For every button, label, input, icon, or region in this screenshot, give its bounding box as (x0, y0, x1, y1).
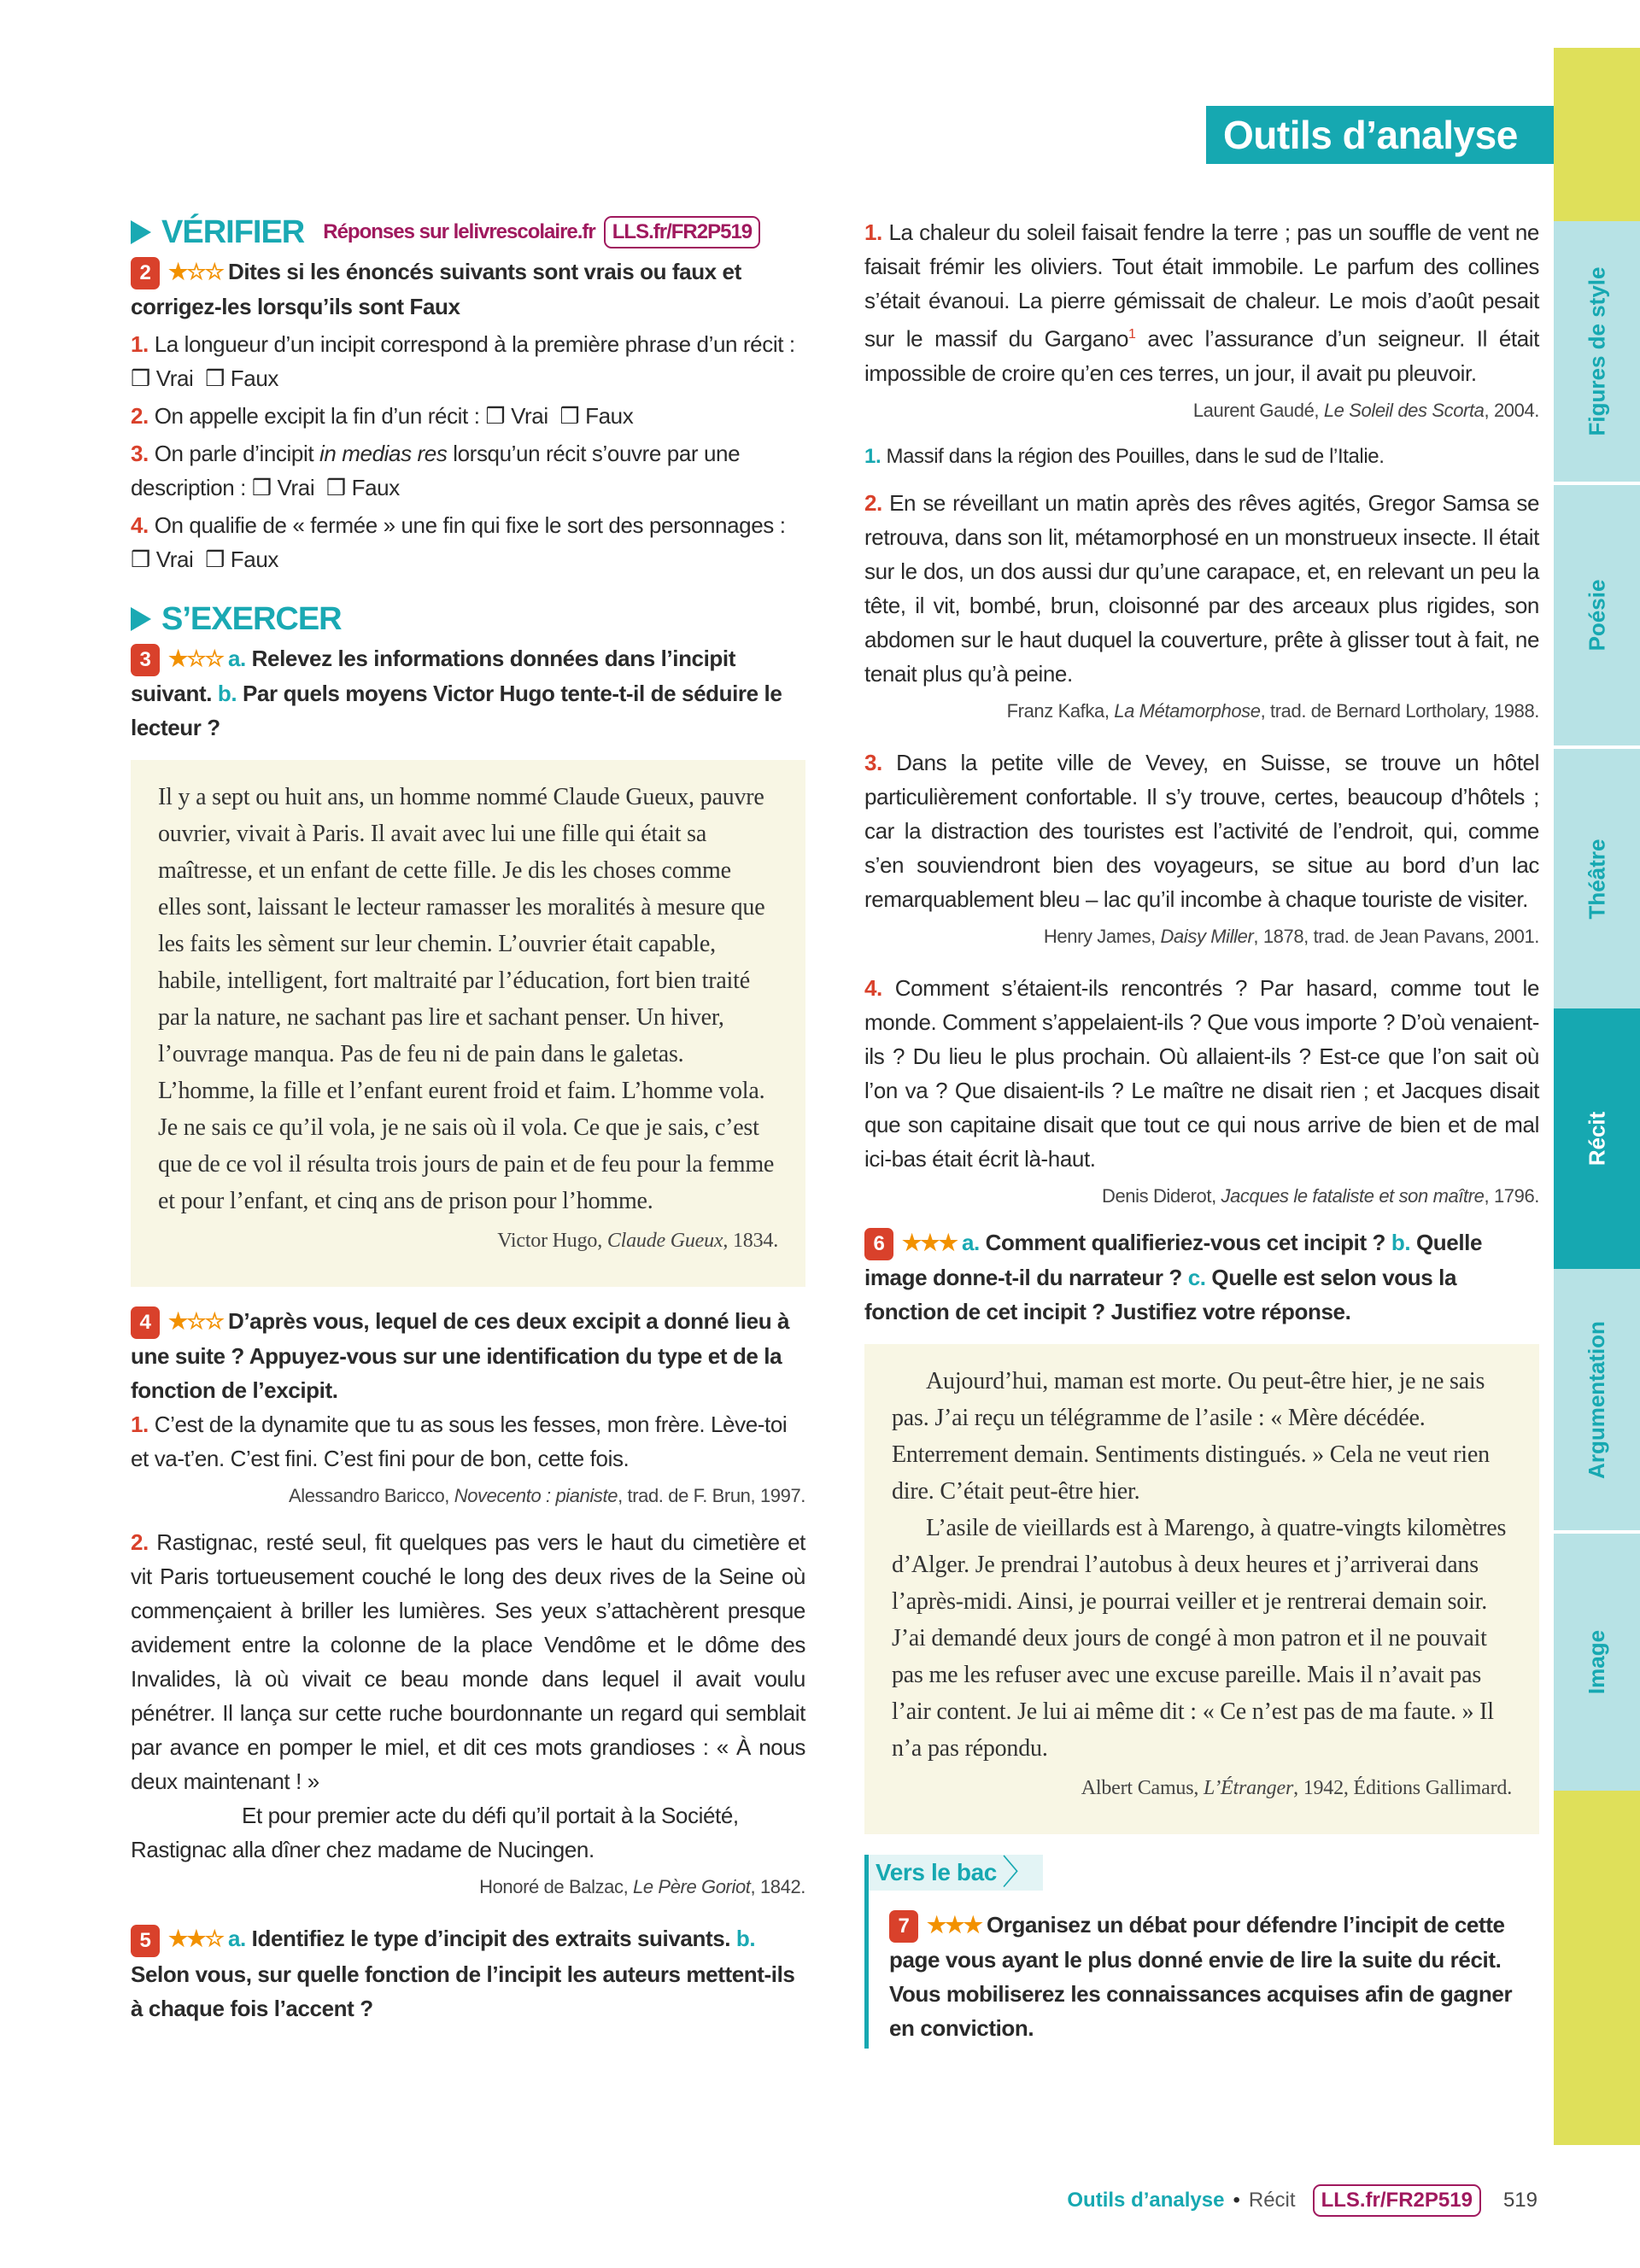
verifier-title: VÉRIFIER (161, 214, 305, 250)
tab-image[interactable] (1554, 1534, 1640, 1791)
excerpt-james: 3. Dans la petite ville de Vevey, en Suisse, se trouve un hôtel particulièrement confortable. Il s’y trouve, certes, beaucoup d’hôtels ; car la distraction des touristes est l’activité de l’endroit, qui, comme s’en souviendront bien des voyageurs, se situe au bord d’un lac remarquablement bleu – lac qu’il incombe à chaque touriste de visiter. (864, 749, 1539, 912)
footer-separator: • (1233, 2189, 1240, 2212)
lls-link[interactable]: LLS.fr/FR2P519 (604, 216, 760, 248)
difficulty-stars-icon: ★☆☆ (168, 646, 223, 672)
statement-text: On parle d’incipit (154, 441, 319, 467)
play-triangle-icon (131, 607, 151, 631)
exercise-badge: 3 (131, 644, 160, 676)
footer-section: Outils d’analyse (1067, 2189, 1225, 2212)
section-header: Outils d’analyse (1206, 106, 1640, 164)
vers-le-bac-block (864, 1855, 1539, 2049)
part-label: b. (217, 681, 237, 707)
item-number: 2. (131, 403, 149, 430)
page-footer (1067, 2184, 1538, 2217)
excerpt-paragraph: L’asile de vieillards est à Marengo, à quatre-vingts kilomètres d’Alger. Je prendrai l’autobus à deux heures et j’arriverai dans l’après-midi. Ainsi, je pourrai veiller et je rentrerai demain soir. J’ai demandé deux jours de congé à mon patron et il ne pouvait pas me les refuser avec une excuse pareille. Mais il n’avait pas l’air content. Je lui ai même dit : « Ce n’est pas de ma faute. » Il n’a pas répondu. (892, 1514, 1507, 1762)
excerpt-diderot: 4. Comment s’étaient-ils rencontrés ? Par hasard, comme tout le monde. Comment s’appelaient-ils ? Que vous importe ? D’où venaient-ils ? Du lieu le plus prochain. Où allaient-ils ? Est-ce que l’on sait où l’on va ? Que disaient-ils ? Le maître ne disait rien ; et Jacques disait que son capitaine disait que tout ce qui nous arrive de bien et de mal ici-bas était écrit là-haut. (864, 974, 1539, 1172)
exercer-heading (131, 602, 805, 636)
citation: Franz Kafka, La Métamorphose, trad. de Bernard Lortholary, 1988. (1006, 699, 1539, 722)
tab-poesie[interactable] (1554, 485, 1640, 745)
verifier-heading (131, 215, 805, 249)
exercise-badge: 5 (131, 1925, 160, 1957)
tab-recit[interactable] (1554, 1008, 1640, 1269)
faux-checkbox[interactable]: ❒ Faux (325, 475, 400, 501)
exercise-5-question: 5 ★★☆ a. Identifiez le type d’incipit des extraits suivants. b. Selon vous, sur quelle fonction de l’incipit les auteurs mettent-ils à chaque fois l’accent ? (131, 1926, 795, 2021)
tab-label: Figures de style (1584, 266, 1609, 436)
vrai-checkbox[interactable]: ❒ Vrai (485, 403, 548, 430)
statement-2 (131, 399, 805, 433)
play-triangle-icon (131, 220, 151, 244)
tab-theatre[interactable] (1554, 749, 1640, 1008)
excerpt-box-hugo (131, 760, 805, 1287)
citation: Laurent Gaudé, Le Soleil des Scorta, 2004. (1192, 399, 1539, 421)
faux-checkbox[interactable]: ❒ Faux (205, 365, 278, 392)
difficulty-stars-icon: ★☆☆ (168, 1308, 223, 1335)
part-label: a. (227, 646, 246, 672)
statement-text: lorsqu’un récit s’ouvre par une description : (131, 441, 741, 501)
item-number: 1. (131, 331, 149, 358)
tab-label: Image (1584, 1629, 1609, 1695)
vrai-checkbox[interactable]: ❒ Vrai (131, 547, 194, 573)
excerpt-gaude: 1. La chaleur du soleil faisait fendre la terre ; pas un souffle de vent ne faisait frémir les oliviers. Tout était immobile. Le parfum des collines s’était évanoui. La pierre gémissait de chaleur. Le mois d’août pesait sur le massif du Gargano$^1$ avec l’assurance d’un seigneur. Il était impossible de croire qu’en ces terres, un jour, il avait pu pleuvoir. (864, 219, 1539, 386)
right-column (864, 215, 1539, 2049)
citation: Albert Camus, L’Étranger, 1942, Éditions Gallimard. (1081, 1776, 1512, 1799)
question-text: D’après vous, lequel de ces deux excipit a donné lieu à une suite ? Appuyez-vous sur une identification du type et de la fonction de l’excipit. (131, 1308, 790, 1404)
exercise-4-question (131, 1304, 805, 1407)
excerpt-text: Il y a sept ou huit ans, un homme nommé Claude Gueux, pauvre ouvrier, vivait à Paris. Il avait avec lui une fille qui était sa maîtresse, et un enfant de cette fille. Je dis les choses comme elles sont, laissant le lecteur ramasser les moralités à mesure que les faits les sèment sur leur chemin. L’ouvrier était capable, habile, intelligent, fort maltraité par l’éducation, fort bien traité par la nature, ne sachant pas lire et sachant penser. Un hiver, l’ouvrage manqua. Pas de feu ni de pain dans le galetas. L’homme, la fille et l’enfant eurent froid et faim. L’homme vola. Je ne sais ce qu’il vola, je ne sais où il vola. Ce que je sais, c’est que de ce vol il résulta trois jours de pain et de feu pour la femme et pour l’enfant, et cinq ans de prison pour l’homme. (158, 784, 775, 1215)
exercise-badge: 4 (131, 1306, 160, 1339)
exercise-2-question (131, 254, 805, 324)
difficulty-stars-icon: ★★☆ (168, 1926, 223, 1952)
lls-link[interactable]: LLS.fr/FR2P519 (1313, 2184, 1481, 2217)
item-number: 4. (131, 512, 149, 539)
citation: Victor Hugo, Claude Gueux, 1834. (497, 1230, 778, 1253)
exercer-title: S’EXERCER (161, 601, 342, 638)
question-text: Relevez les informations données dans l’incipit suivant. (131, 646, 735, 707)
excerpt-baricco: 1. C’est de la dynamite que tu as sous les fesses, mon frère. Lève-toi et va-t’en. C’est fini. C’est fini pour de bon, cette fois. (131, 1412, 788, 1472)
exercise-3-question (131, 641, 805, 745)
footnote: 1. Massif dans la région des Pouilles, dans le sud de l’Italie. (864, 444, 1385, 468)
faux-checkbox[interactable]: ❒ Faux (559, 403, 634, 430)
exercise-badge: 7 (889, 1910, 918, 1943)
statement-text: On appelle excipit la fin d’un récit : (154, 403, 480, 430)
difficulty-stars-icon: ★★★ (927, 1911, 981, 1938)
faux-checkbox[interactable]: ❒ Faux (205, 547, 278, 573)
page-number: 519 (1502, 2189, 1538, 2212)
citation: Henry James, Daisy Miller, 1878, trad. de Jean Pavans, 2001. (1043, 925, 1539, 947)
citation: Alessandro Baricco, Novecento : pianiste, trad. de F. Brun, 1997. (288, 1485, 805, 1507)
left-column (131, 215, 805, 2025)
excerpt-paragraph: Aujourd’hui, maman est morte. Ou peut-être hier, je ne sais pas. J’ai reçu un télégramme de l’asile : « Mère décédée. Enterrement demain. Sentiments distingués. » Cela ne veut rien dire. C’était peut-être hier. (892, 1367, 1490, 1505)
vrai-checkbox[interactable]: ❒ Vrai (131, 365, 194, 392)
tab-label: Théâtre (1583, 839, 1609, 919)
tab-strip-bottom (1554, 1791, 1640, 2145)
tab-label: Récit (1583, 1111, 1609, 1166)
exercise-7-question (889, 1908, 1539, 2045)
tab-label: Argumentation (1584, 1320, 1610, 1479)
excerpt-balzac-end: Et pour premier acte du défi qu’il portait à la Société, Rastignac alla dîner chez madame de Nucingen. (131, 1803, 739, 1863)
vrai-checkbox[interactable]: ❒ Vrai (251, 475, 315, 501)
statement-1 (131, 327, 805, 395)
tab-label: Poésie (1583, 579, 1609, 652)
tab-argumentation[interactable] (1554, 1269, 1640, 1530)
exercise-badge: 6 (864, 1228, 893, 1260)
citation: Denis Diderot, Jacques le fataliste et son maître, 1796. (1101, 1184, 1539, 1207)
excerpt-balzac: 2. Rastignac, resté seul, fit quelques pas vers le haut du cimetière et vit Paris tortueusement couché le long des deux rives de la Seine où commençaient à briller les lumières. Ses yeux s’attachèrent presque avidement entre la colonne de la place Vendôme et le dôme des Invalides, là où vivait ce beau monde dans lequel il avait voulu pénétrer. Il lança sur cette ruche bourdonnante un regard qui semblait par avance en pomper le miel, et dit ces mots grandioses : « À nous deux maintenant ! » (131, 1529, 805, 1795)
statement-text: On qualifie de « fermée » une fin qui fixe le sort des personnages : (154, 512, 786, 539)
statement-4 (131, 508, 805, 576)
chevron-right-icon: 〉 (1001, 1853, 1036, 1891)
statement-italic: in medias res (319, 441, 448, 467)
excerpt-box-camus (864, 1344, 1539, 1834)
question-text: Organisez un débat pour défendre l’incipit de cette page vous ayant le plus donné envie de lire la suite du récit. Vous mobiliserez les connaissances acquises afin de gagner en conviction. (889, 1911, 1513, 2041)
tab-strip-top (1554, 48, 1640, 221)
item-number: 3. (131, 441, 149, 467)
question-text: Dites si les énoncés suivants sont vrais ou faux et corrigez-les lorsqu’ils sont Faux (131, 259, 741, 320)
excerpt-kafka: 2. En se réveillant un matin après des rêves agités, Gregor Samsa se retrouva, dans son lit, métamorphosé en un monstrueux insecte. Il était sur le dos, un dos aussi dur qu’une carapace, et, en relevant un peu la tête, il vit, bombé, brun, cloisonné par des arceaux plus rigides, son abdomen sur le haut duquel la couverture, prête à glisser tout à fait, ne tenait plus qu’à peine. (864, 489, 1540, 687)
vers-le-bac-title: Vers le bac 〉 (869, 1855, 1043, 1891)
difficulty-stars-icon: ★☆☆ (168, 259, 223, 284)
tab-figures-de-style[interactable] (1554, 221, 1640, 482)
statement-text: La longueur d’un incipit correspond à la première phrase d’un récit : (154, 331, 795, 358)
exercise-6-question: 6 ★★★ a. Comment qualifieriez-vous cet incipit ? b. Quelle image donne-t-il du narrateur ? c. Quelle est selon vous la fonction de cet incipit ? Justifiez votre réponse. (864, 1229, 1483, 1324)
responses-label: Réponses sur lelivrescolaire.fr (323, 220, 595, 243)
difficulty-stars-icon: ★★★ (902, 1229, 957, 1255)
citation: Honoré de Balzac, Le Père Goriot, 1842. (479, 1876, 805, 1898)
question-text: Par quels moyens Victor Hugo tente-t-il de séduire le lecteur ? (131, 681, 782, 741)
exercise-badge: 2 (131, 257, 160, 289)
statement-3 (131, 436, 805, 505)
footer-chapter: Récit (1248, 2189, 1296, 2212)
